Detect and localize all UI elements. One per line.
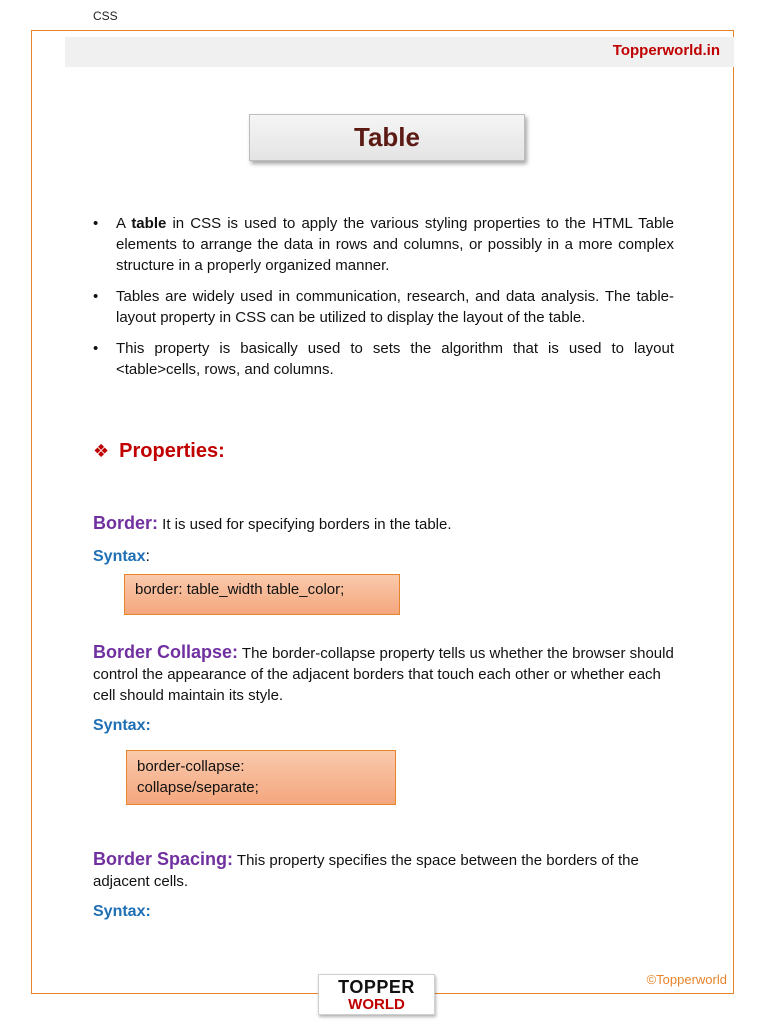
border-description	[93, 513, 674, 535]
border-desc-text: It is used for specifying borders in the table.	[158, 516, 452, 533]
bullet-text: Tables are widely used in communication, research, and data analysis. The table-layout property in CSS can be utilized to display the layout of the table.	[116, 288, 674, 326]
bullet-text-pre: A	[116, 215, 132, 232]
properties-heading-text: Properties:	[119, 440, 225, 462]
brand-name: Topperworld.in	[612, 42, 720, 59]
title-box	[249, 114, 525, 161]
border-collapse-syntax-label: Syntax:	[93, 717, 151, 734]
border-code-text: border: table_width table_color;	[135, 581, 345, 598]
border-spacing-description	[93, 849, 674, 892]
bullet-item	[93, 286, 674, 328]
bullet-text-bold: table	[131, 215, 167, 232]
logo-line1: TOPPER	[338, 977, 415, 997]
bullet-item	[93, 338, 674, 380]
bullet-icon: •	[93, 340, 99, 357]
topperworld-logo	[318, 974, 435, 1015]
syntax-colon: :	[145, 548, 150, 565]
border-term: Border:	[93, 513, 159, 533]
copyright-text: ©Topperworld	[646, 972, 727, 987]
logo-line2: WORLD	[348, 996, 405, 1013]
border-code-box	[124, 574, 400, 615]
bullet-text-post: in CSS is used to apply the various styling properties to the HTML Table elements to arrange the data in rows and columns, or possibly in a more complex structure in a properly organized manner.	[116, 215, 674, 274]
border-syntax-label	[93, 548, 150, 566]
border-collapse-term: Border Collapse:	[93, 642, 239, 662]
page-label: CSS	[93, 9, 118, 23]
properties-heading	[93, 440, 225, 463]
bullet-icon: •	[93, 215, 99, 232]
border-collapse-desc-text: The border-collapse property tells us whether the browser should control the appearance of the adjacent borders that touch each other or whether each cell should maintain its style.	[93, 645, 674, 704]
border-collapse-code-line2: collapse/separate;	[137, 779, 259, 796]
border-spacing-term: Border Spacing:	[93, 849, 234, 869]
border-collapse-description	[93, 642, 674, 706]
diamond-bullet-icon: ❖	[93, 441, 110, 461]
page-title: Table	[354, 122, 420, 152]
bullet-text: This property is basically used to sets the algorithm that is used to layout <table>cells, rows, and columns.	[116, 340, 674, 378]
intro-bullet-list	[93, 213, 674, 390]
border-collapse-code-line1: border-collapse:	[137, 758, 245, 775]
border-spacing-desc-text: This property specifies the space between the borders of the adjacent cells.	[93, 852, 639, 890]
syntax-label-text: Syntax	[93, 548, 146, 565]
bullet-item	[93, 213, 674, 276]
bullet-icon: •	[93, 288, 99, 305]
border-spacing-syntax-label: Syntax:	[93, 903, 151, 920]
border-collapse-code-box	[126, 750, 396, 805]
